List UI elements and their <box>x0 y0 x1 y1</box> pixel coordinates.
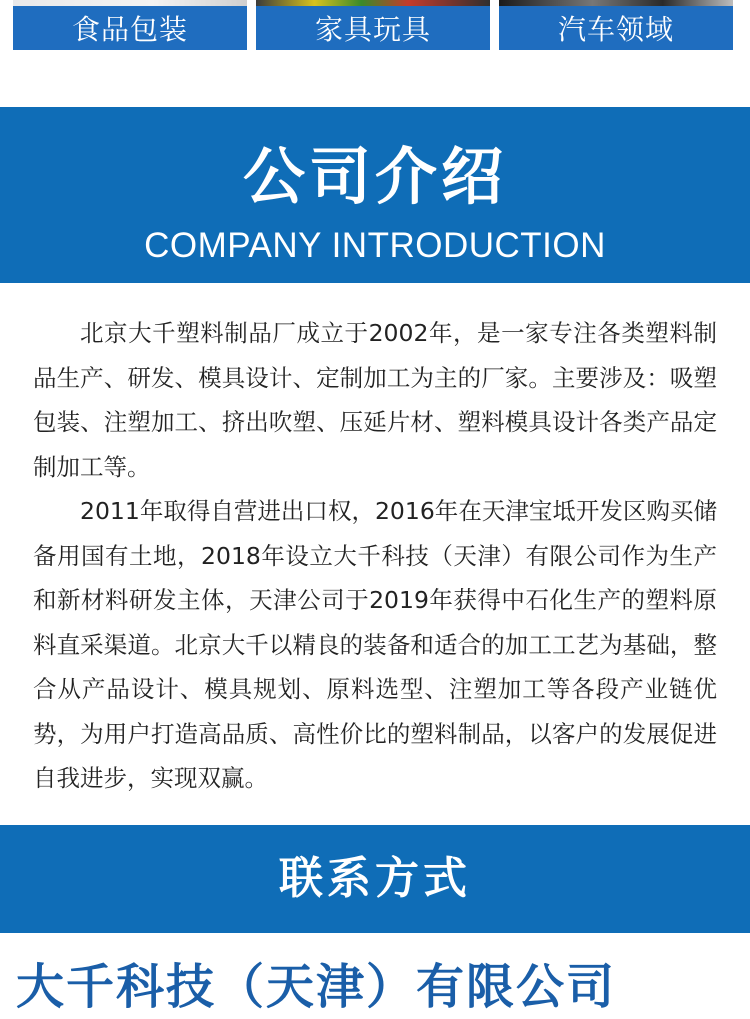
contact-header <box>0 825 750 933</box>
category-label: 食品包装 <box>71 13 188 46</box>
category-tile-automotive[interactable] <box>499 0 733 50</box>
section-title: 公司介绍 <box>242 140 507 213</box>
section-subtitle: COMPANY INTRODUCTION <box>144 226 606 265</box>
section-title: 联系方式 <box>279 853 471 904</box>
intro-paragraph: 北京大千塑料制品厂成立于2002年，是一家专注各类塑料制品生产、研发、模具设计、定制加工为主的厂家。主要涉及：吸塑包装、注塑加工、挤出吹塑、压延片材、塑料模具设计各类产品定制加工等。 <box>33 319 717 481</box>
company-intro-header <box>0 107 750 283</box>
company-intro-text <box>33 311 717 801</box>
intro-paragraph: 2011年取得自营进出口权，2016年在天津宝坻开发区购买储备用国有土地，2018年设立大千科技（天津）有限公司作为生产和新材料研发主体，天津公司于2019年获得中石化生产的塑料原料直采渠道。北京大千以精良的装备和适合的加工工艺为基础，整合从产品设计、模具规划、原料选型、注塑加工等各段产业链优势，为用户打造高品质、高性价比的塑料制品，以客户的发展促进自我进步，实现双赢。 <box>33 497 717 792</box>
category-tiles <box>0 0 750 54</box>
category-photo <box>13 0 247 6</box>
category-photo <box>256 0 490 6</box>
category-label: 汽车领域 <box>557 13 674 46</box>
category-photo <box>499 0 733 6</box>
company-name: 大千科技（天津）有限公司 <box>16 959 617 1015</box>
category-label: 家具玩具 <box>314 13 431 46</box>
category-tile-furniture-toys[interactable] <box>256 0 490 50</box>
category-tile-food-packaging[interactable] <box>13 0 247 50</box>
